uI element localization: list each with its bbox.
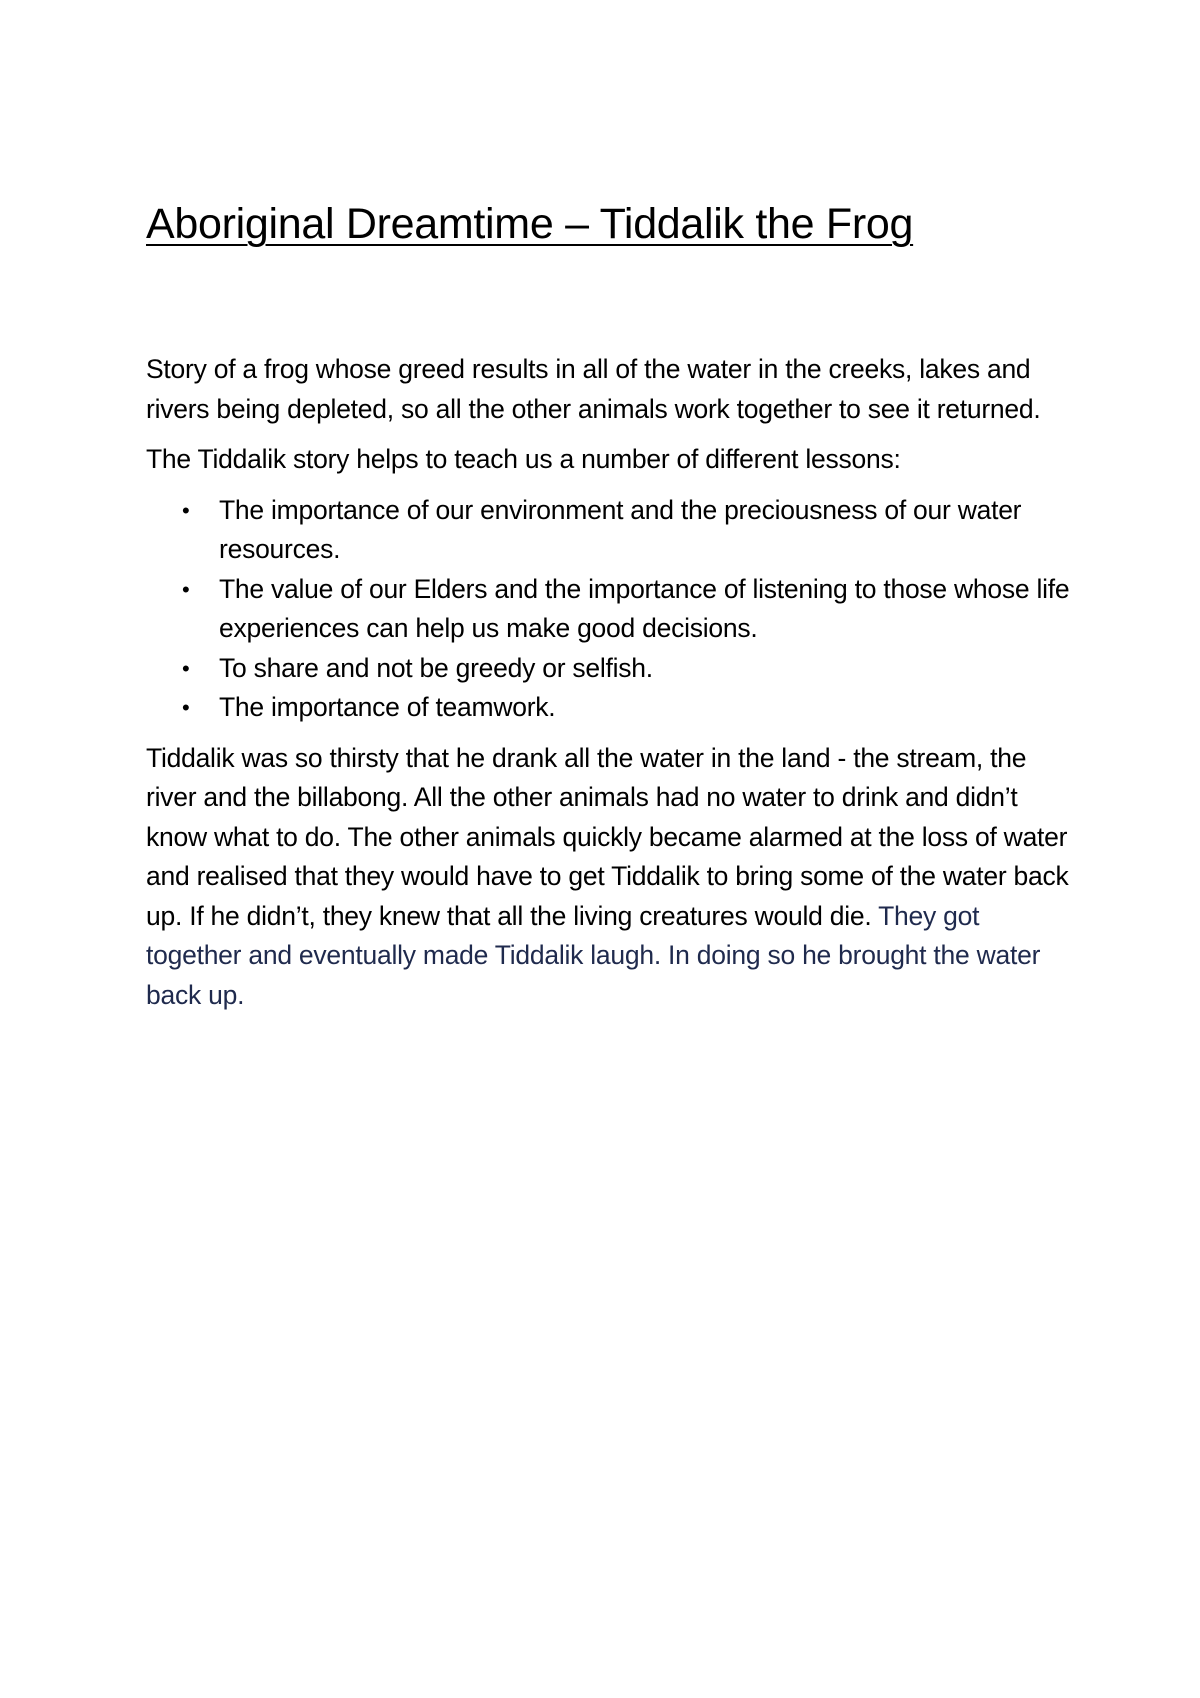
lesson-text: The importance of teamwork. bbox=[219, 692, 556, 722]
story-text-part2: They got together and eventually made Tiddalik laugh. In doing so he brought the water back up. bbox=[146, 900, 1041, 1010]
lessons-lead-paragraph: The Tiddalik story helps to teach us a number of different lessons: bbox=[146, 444, 901, 474]
document-title: Aboriginal Dreamtime – Tiddalik the Frog bbox=[146, 200, 914, 248]
lesson-text: The value of our Elders and the importance of listening to those whose life experiences can help us make good decisions. bbox=[219, 573, 1070, 643]
story-paragraph bbox=[146, 739, 1076, 1016]
bullet-icon: • bbox=[182, 695, 190, 720]
bullet-icon: • bbox=[182, 655, 190, 681]
document-body bbox=[146, 196, 1076, 1015]
list-item bbox=[146, 649, 1076, 689]
lesson-text: To share and not be greedy or selfish. bbox=[219, 652, 653, 683]
bullet-icon: • bbox=[182, 497, 190, 523]
list-item bbox=[146, 570, 1076, 649]
bullet-icon: • bbox=[182, 576, 190, 602]
lessons-list bbox=[146, 491, 1076, 728]
lesson-text: The importance of our environment and the preciousness of our water resources. bbox=[219, 494, 1022, 564]
story-text-part1: Tiddalik was so thirsty that he drank all the water in the land - the stream, the river and the billabong. All the other animals had no water to drink and didn’t know what to do. The other animals quickly became alarmed at the loss of water and realised that they would have to get Tiddalik to bring some of the water back up. If he didn’t, they knew that all the living creatures would die. bbox=[146, 742, 1069, 931]
intro-paragraph: Story of a frog whose greed results in all of the water in the creeks, lakes and rivers being depleted, so all the other animals work together to see it returned. bbox=[146, 354, 1041, 424]
list-item bbox=[146, 688, 1076, 728]
list-item bbox=[146, 491, 1076, 570]
